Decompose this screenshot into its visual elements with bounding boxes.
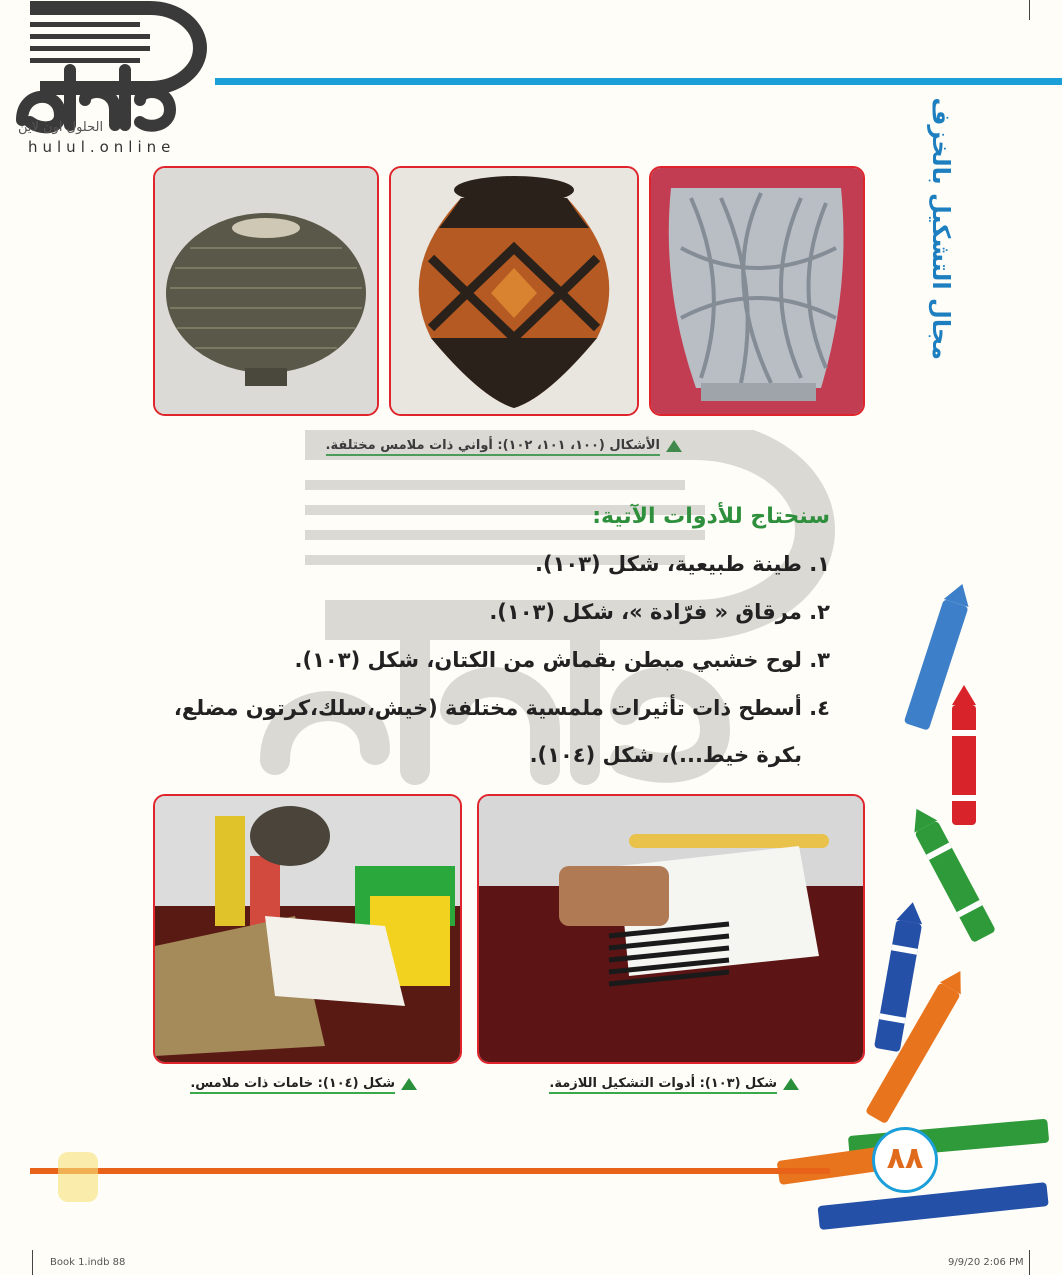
footer-file-info: Book 1.indb 88 — [50, 1257, 126, 1268]
watermark-icon — [58, 1152, 98, 1202]
footer-rule — [30, 1168, 830, 1174]
list-item: ١. طينة طبيعية، شكل (١٠٣). — [534, 552, 830, 576]
tools-heading: سنحتاج للأدوات الآتية: — [592, 504, 830, 529]
section-title: مجال التشكيل بالخزف — [927, 97, 955, 360]
watermark-logo — [0, 0, 215, 160]
watermark-subtitle: الحلول اون لاين — [18, 120, 104, 135]
photo-vase-1 — [153, 166, 379, 416]
caption-figure-103: شكل (١٠٣): أدوات التشكيل اللازمة. — [549, 1076, 799, 1091]
caption-figure-104: شكل (١٠٤): خامات ذات ملامس. — [190, 1076, 417, 1091]
photo-textures-104 — [153, 794, 462, 1064]
list-item: ٤. أسطح ذات تأثيرات ملمسية مختلفة (خيش،سلك،كرتون مضلع، — [173, 696, 830, 720]
crop-mark — [32, 1250, 33, 1275]
list-item: ٣. لوح خشبي مبطن بقماش من الكتان، شكل (١٠٣). — [294, 648, 830, 672]
photo-vase-2 — [389, 166, 639, 416]
caption-figures-100-102: الأشكال (١٠٠، ١٠١، ١٠٢): أواني ذات ملامس مختلفة. — [326, 438, 683, 453]
crop-mark — [1029, 0, 1030, 20]
triangle-icon — [401, 1078, 417, 1090]
footer-timestamp: 9/9/20 2:06 PM — [948, 1257, 1024, 1268]
watermark-url: hulul.online — [28, 138, 176, 156]
photo-vase-3 — [649, 166, 865, 416]
page-number: ٨٨ — [872, 1127, 938, 1193]
crop-mark — [1029, 1250, 1030, 1275]
list-item: بكرة خيط...)، شكل (١٠٤). — [529, 743, 802, 767]
list-item: ٢. مرقاق « فرّادة »، شكل (١٠٣). — [489, 600, 830, 624]
